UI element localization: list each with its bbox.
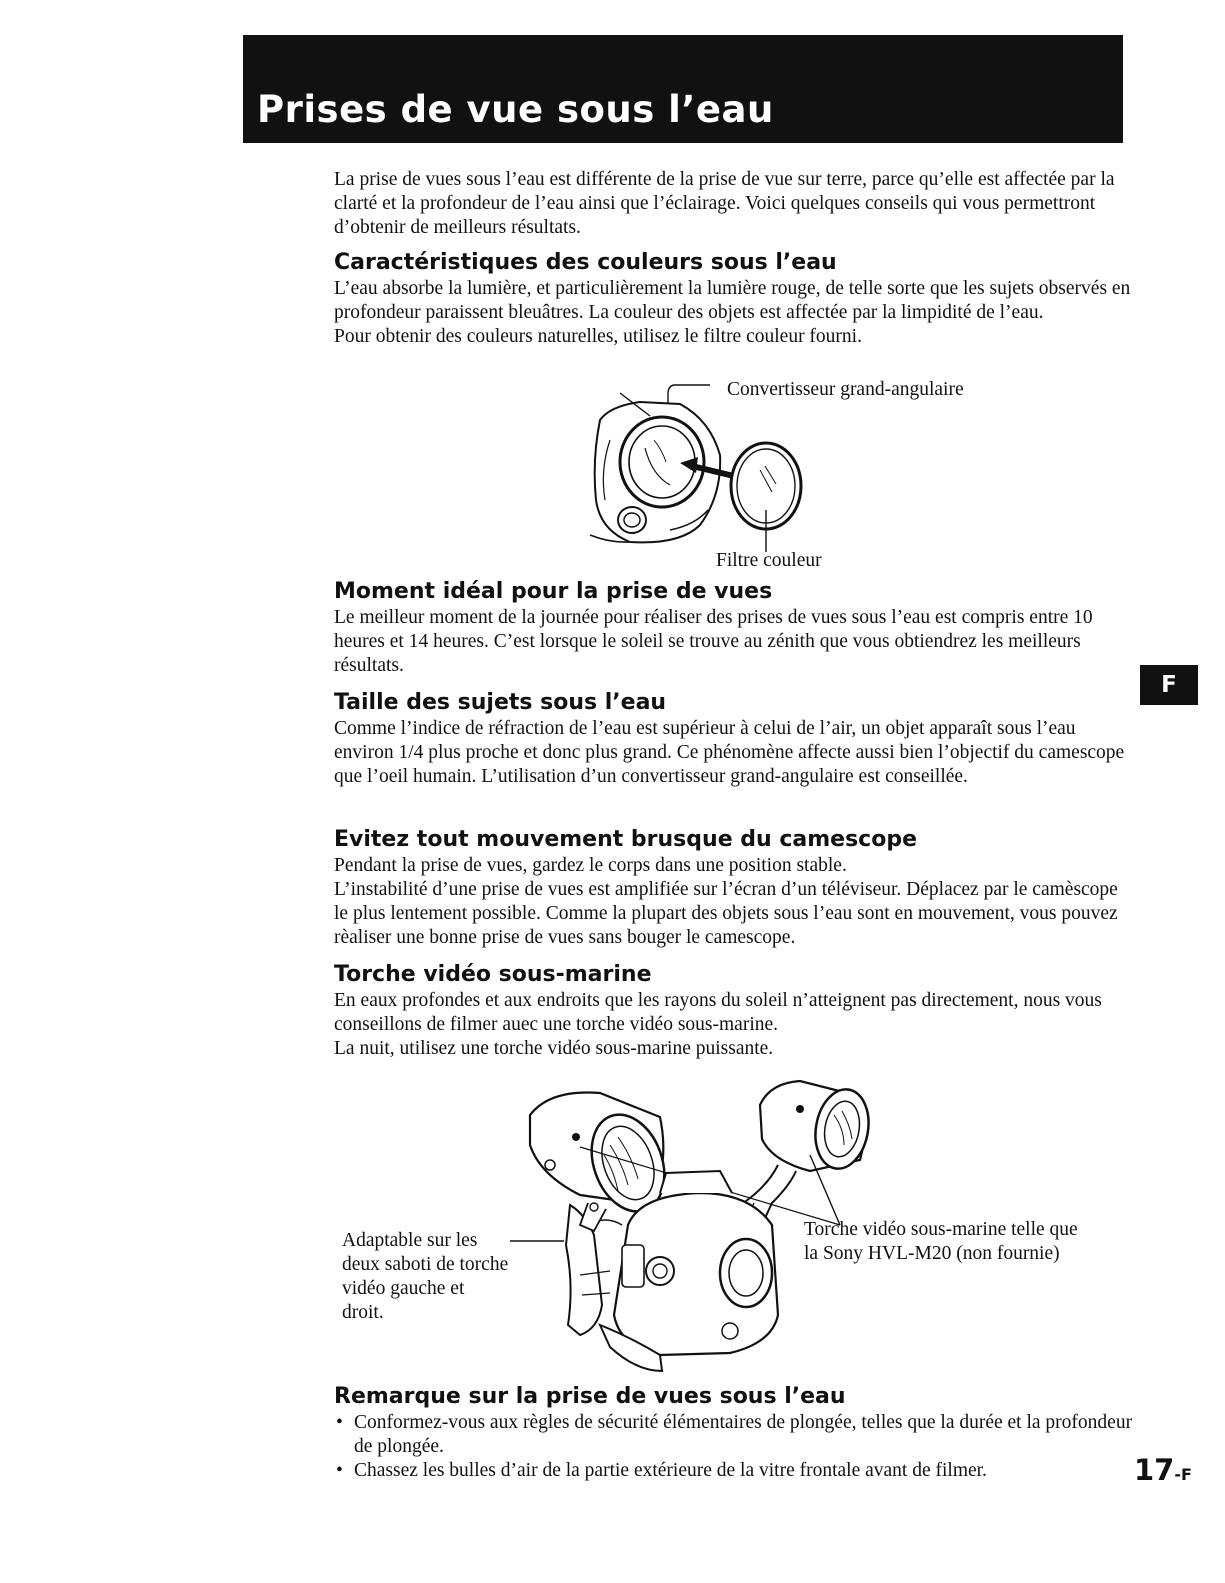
remark-item-1: • Conformez-vous aux règles de sécurité élémentaires de plongée, telles que la durée et la profondeur de plongée. — [334, 1411, 1134, 1459]
section-size — [334, 689, 1134, 789]
torch-paragraph-1: En eaux profondes et aux endroits que les rayons du soleil n’atteignent pas directement, nous vous conseillons de filmer auec une torche vidéo sous-marine. — [334, 990, 1102, 1035]
section-movement — [334, 826, 1134, 950]
movement-paragraph-1: Pendant la prise de vues, gardez le corps dans une position stable. — [334, 855, 847, 876]
section-torch — [334, 961, 1134, 1061]
converter-filter-illustration — [570, 380, 840, 555]
intro-block — [334, 168, 1134, 240]
moment-paragraph-1: Le meilleur moment de la journée pour réaliser des prises de vues sous l’eau est compris entre 10 heures et 14 heures. C’est lorsque le soleil se trouve au zénith que vous obtiendrez les meilleurs résultats. — [334, 607, 1093, 676]
label-right-torch — [804, 1218, 1078, 1266]
label-left-line-3: vidéo gauche et — [342, 1278, 465, 1299]
heading-movement: Evitez tout mouvement brusque du camescope — [334, 827, 917, 852]
intro-paragraph: La prise de vues sous l’eau est différente de la prise de vue sur terre, parce qu’elle est affectée par la clarté et la profondeur de l’eau ainsi que l’éclairage. Voici quelques conseils qui vous permettront d’obtenir de meilleurs résultats. — [334, 169, 1115, 238]
page-number-suffix: -F — [1174, 1465, 1192, 1484]
label-left-line-4: droit. — [342, 1302, 384, 1323]
label-filter: Filtre couleur — [716, 550, 822, 571]
section-moment — [334, 578, 1134, 678]
remark-item-2: • Chassez les bulles d’air de la partie extérieure de la vitre frontale avant de filmer. — [334, 1459, 1134, 1483]
label-converter: Convertisseur grand-angulaire — [727, 379, 964, 400]
remark-list — [334, 1411, 1134, 1483]
label-left-line-1: Adaptable sur les — [342, 1230, 478, 1251]
heading-moment: Moment idéal pour la prise de vues — [334, 579, 773, 604]
size-paragraph-1: Comme l’indice de réfraction de l’eau est supérieur à celui de l’air, un objet apparaît sous l’eau environ 1/4 plus proche et donc plus grand. Ce phénomène affecte aussi bien l’objectif du camescope que l’oeil humain. L’utilisation d’un convertisseur grand-angulaire est conseillée. — [334, 718, 1125, 787]
language-tab: F — [1140, 665, 1198, 705]
page-title: Prises de vue sous l’eau — [257, 88, 774, 131]
section-colors — [334, 249, 1134, 349]
torch-paragraph-2: La nuit, utilisez une torche vidéo sous-marine puissante. — [334, 1038, 774, 1059]
heading-remark: Remarque sur la prise de vues sous l’eau — [334, 1384, 846, 1409]
label-left-line-2: deux saboti de torche — [342, 1254, 509, 1275]
label-right-line-1: Torche vidéo sous-marine telle que — [804, 1219, 1078, 1240]
colors-paragraph-1: L’eau absorbe la lumière, et particulièrement la lumière rouge, de telle sorte que les sujets observés en profondeur paraissent bleuâtres. La couleur des objets est affectée par la limpidité de l’eau. — [334, 278, 1131, 323]
section-remark — [334, 1383, 1134, 1483]
heading-torch: Torche vidéo sous-marine — [334, 962, 652, 987]
page-number-value: 17 — [1134, 1453, 1175, 1487]
label-left-adapter — [342, 1229, 508, 1325]
page-number — [1134, 1453, 1192, 1487]
heading-size: Taille des sujets sous l’eau — [334, 690, 667, 715]
label-right-line-2: la Sony HVL-M20 (non fournie) — [804, 1243, 1060, 1264]
heading-colors: Caractéristiques des couleurs sous l’eau — [334, 250, 837, 275]
movement-paragraph-2: L’instabilité d’une prise de vues est amplifiée sur l’écran d’un téléviseur. Déplacez par le camèscope le plus lentement possible. Comme la plupart des objets sous l’eau sont en mouvement, vous pouvez rèaliser une bonne prise de vues sans bouger le camescope. — [334, 879, 1118, 948]
colors-paragraph-2: Pour obtenir des couleurs naturelles, utilisez le filtre couleur fourni. — [334, 326, 862, 347]
